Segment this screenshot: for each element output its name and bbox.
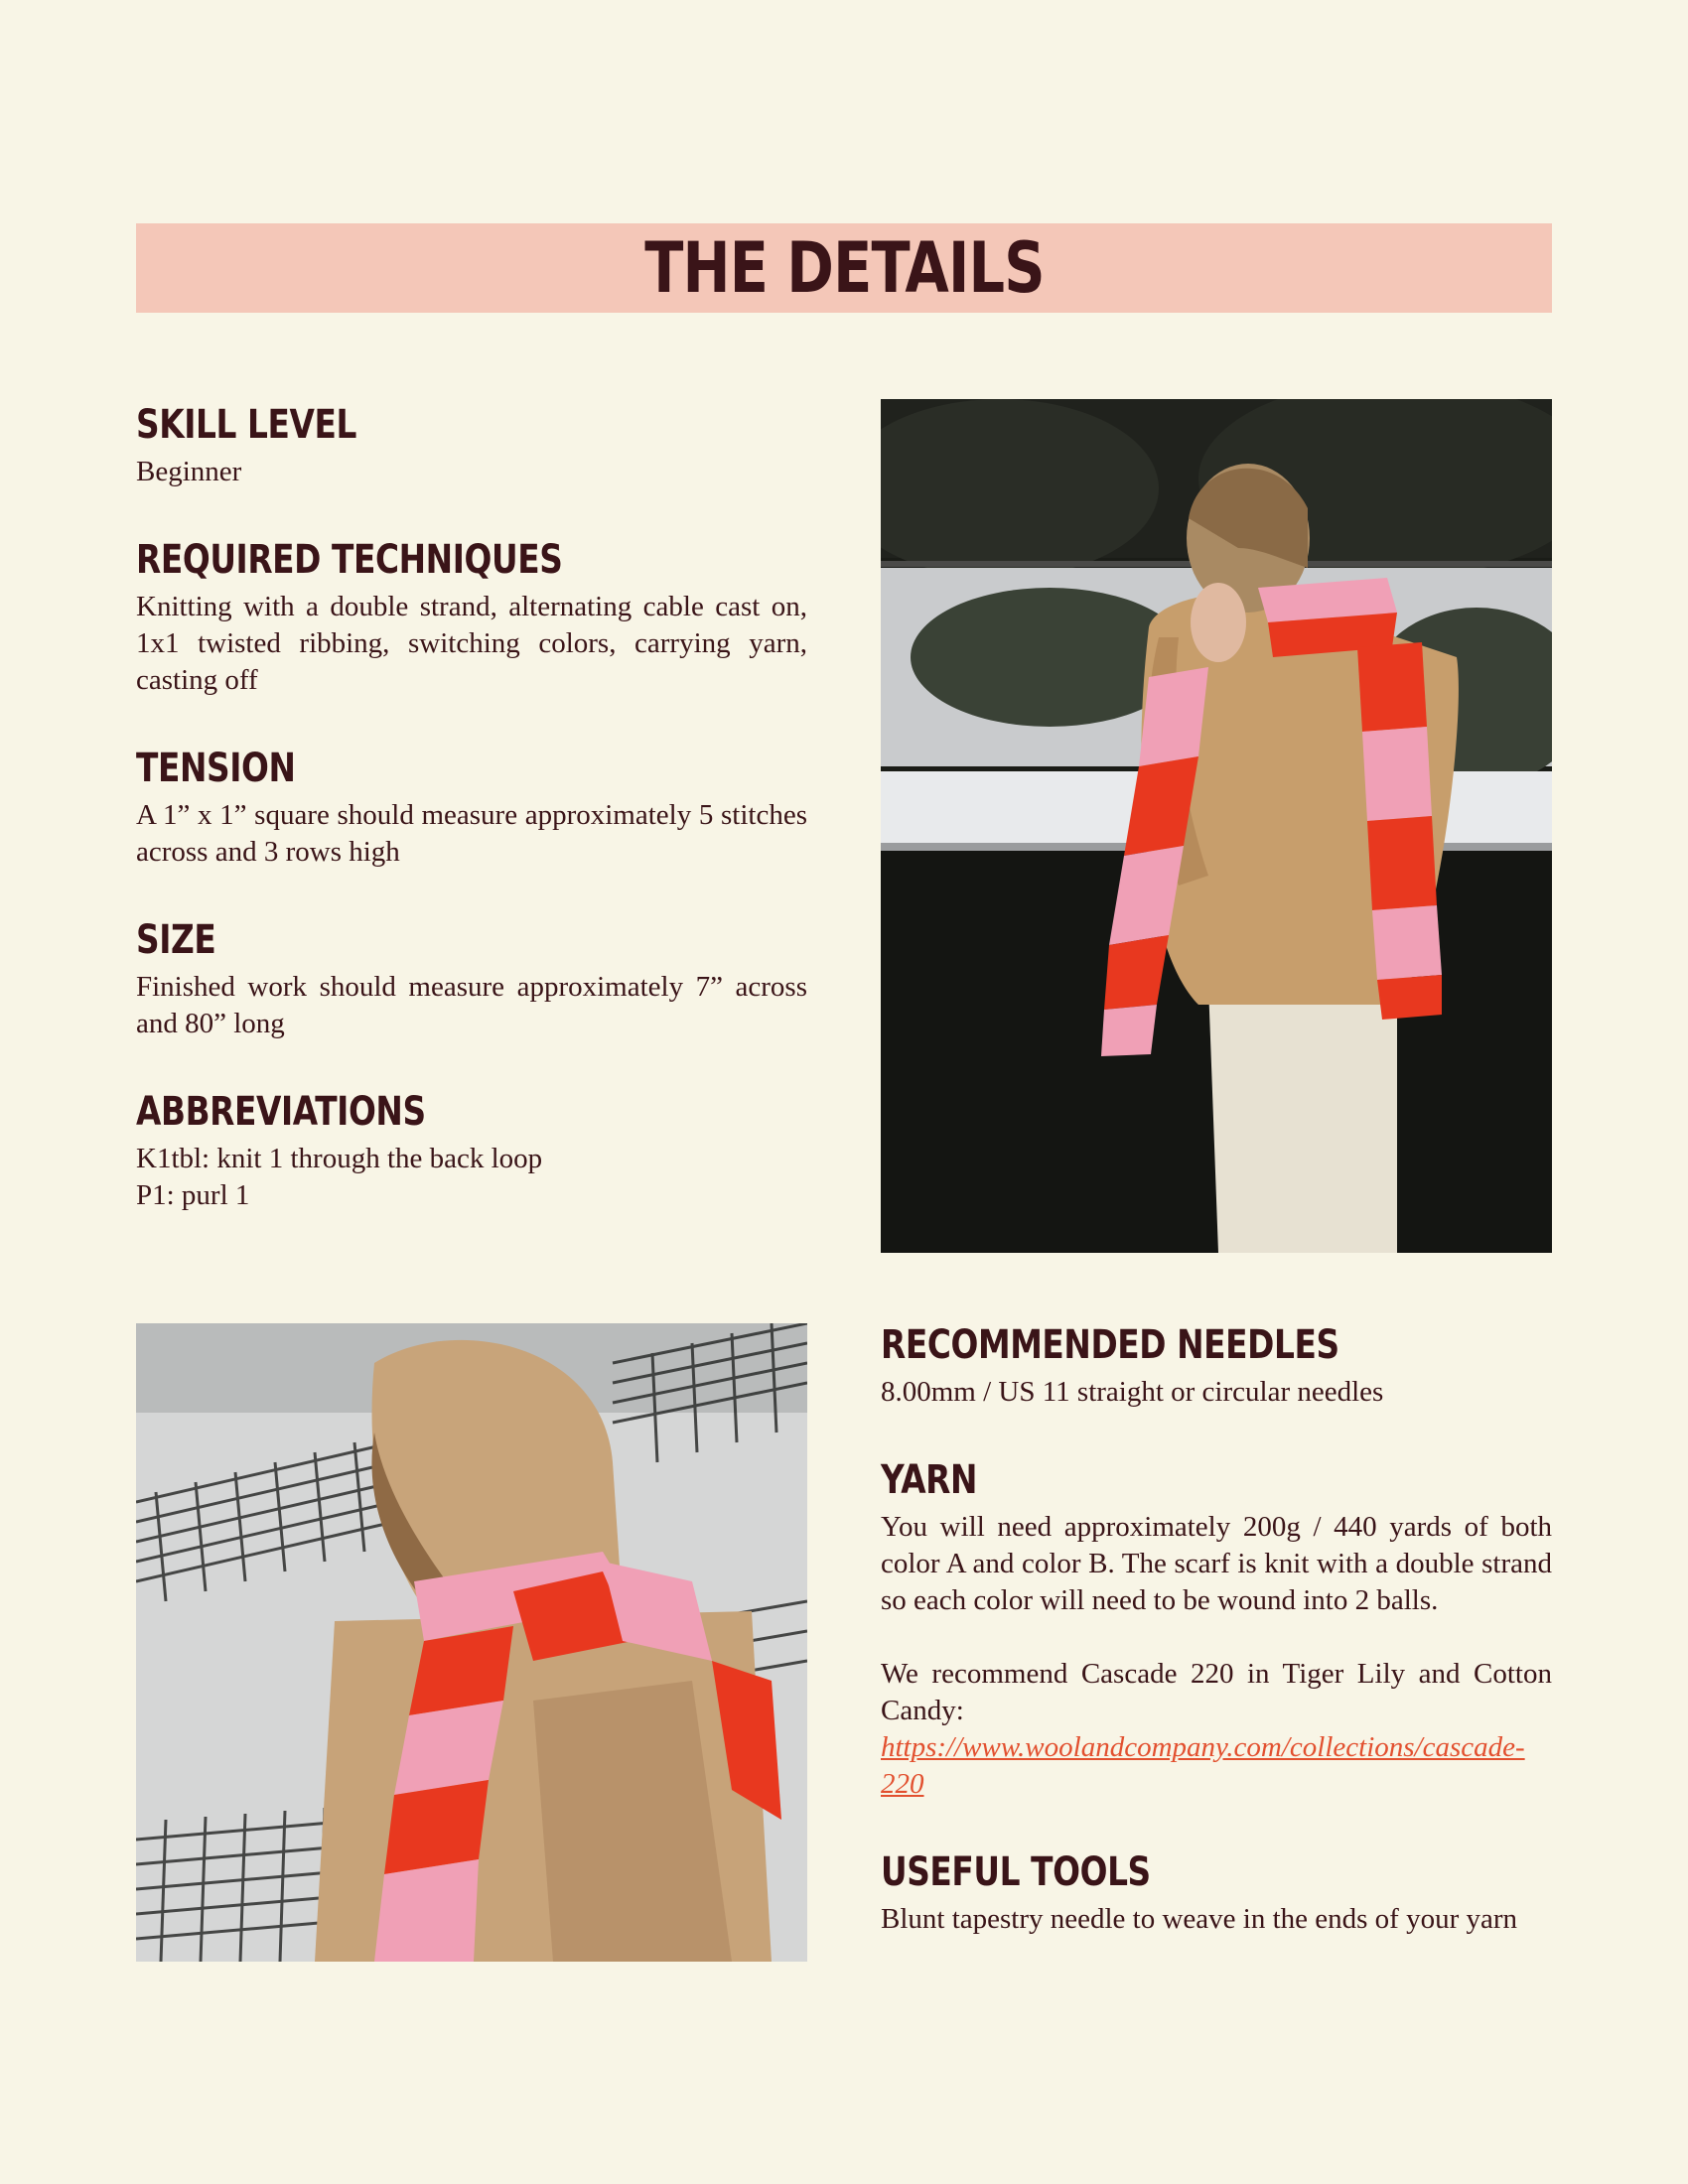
title-banner xyxy=(136,223,1552,313)
yarn-section xyxy=(881,1457,1552,1803)
required-techniques-section xyxy=(136,537,807,699)
paragraph-gap xyxy=(881,1619,1552,1656)
abbreviation-item: K1tbl: knit 1 through the back loop xyxy=(136,1143,543,1174)
yarn-recommendation-text: We recommend Cascade 220 in Tiger Lily and Cotton Candy: xyxy=(881,1658,1552,1726)
left-column xyxy=(136,402,807,1261)
skill-level-heading: SKILL LEVEL xyxy=(136,402,356,448)
needles-text: 8.00mm / US 11 straight or circular needles xyxy=(881,1376,1384,1408)
size-text: Finished work should measure approximately 7” across and 80” long xyxy=(136,971,807,1039)
scarf-photo-standing xyxy=(881,399,1552,1253)
skill-level-section xyxy=(136,402,807,490)
page-title: THE DETAILS xyxy=(643,227,1045,309)
yarn-heading: YARN xyxy=(881,1457,978,1503)
yarn-link[interactable]: https://www.woolandcompany.com/collections/cascade-220 xyxy=(881,1731,1525,1800)
abbreviations-heading: ABBREVIATIONS xyxy=(136,1089,426,1135)
abbreviations-section xyxy=(136,1089,807,1214)
tension-heading: TENSION xyxy=(136,746,296,791)
tension-text: A 1” x 1” square should measure approximately 5 stitches across and 3 rows high xyxy=(136,799,807,868)
abbreviation-item: P1: purl 1 xyxy=(136,1179,250,1211)
needles-section xyxy=(881,1322,1552,1411)
tools-section xyxy=(881,1849,1552,1938)
yarn-recommendation xyxy=(881,1656,1552,1803)
required-techniques-heading: REQUIRED TECHNIQUES xyxy=(136,537,563,583)
needles-heading: RECOMMENDED NEEDLES xyxy=(881,1322,1339,1368)
size-section xyxy=(136,917,807,1042)
tools-heading: USEFUL TOOLS xyxy=(881,1849,1151,1895)
scarf-photo-hooded xyxy=(136,1323,807,1962)
skill-level-text: Beginner xyxy=(136,456,242,487)
required-techniques-text: Knitting with a double strand, alternating cable cast on, 1x1 twisted ribbing, switching colors, carrying yarn, casting off xyxy=(136,591,807,696)
size-heading: SIZE xyxy=(136,917,216,963)
scarf-photo-hooded-illustration xyxy=(136,1323,807,1962)
tools-text: Blunt tapestry needle to weave in the ends of your yarn xyxy=(881,1903,1518,1935)
right-column xyxy=(881,1322,1552,1984)
tension-section xyxy=(136,746,807,871)
scarf-photo-standing-illustration xyxy=(881,399,1552,1253)
yarn-text: You will need approximately 200g / 440 yards of both color A and color B. The scarf is knit with a double strand so each color will need to be wound into 2 balls. xyxy=(881,1511,1552,1616)
